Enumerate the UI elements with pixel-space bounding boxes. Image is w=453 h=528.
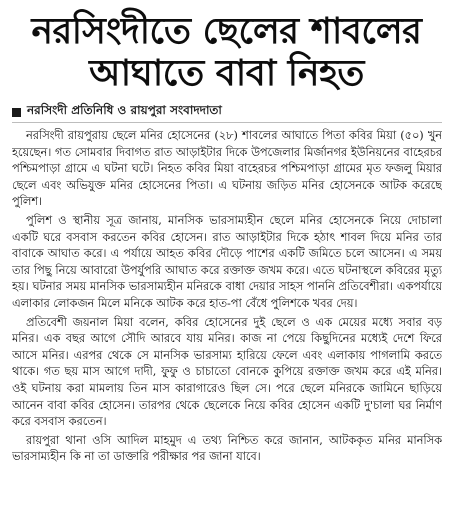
- paragraph-4: রায়পুরা থানা ওসি আদিল মাহমুদ এ তথ্য নিশ্চিত করে জানান, আটককৃত মনির মানসিক ভারসাম্যহীন কি না তা ডাক্তারি পরীক্ষার পর জানা যাবে।: [12, 433, 442, 464]
- headline-line-1: নরসিংদীতে ছেলের শাবলের: [31, 11, 422, 52]
- divider: [12, 122, 442, 123]
- byline-text: নরসিংদী প্রতিনিধি ও রায়পুরা সংবাদদাতা: [27, 103, 222, 117]
- headline-line-2: আঘাতে বাবা নিহত: [89, 53, 364, 94]
- article-body: [12, 128, 442, 524]
- byline: [12, 103, 442, 121]
- paragraph-2: পুলিশ ও স্থানীয় সূত্র জানায়, মানসিক ভারসাম্যহীন ছেলে মনির হোসেনকে নিয়ে দোচালা একটি ঘরে বসবাস করতেন কবির হোসেন। রাত আড়াইটার দিকে হঠাৎ শাবল দিয়ে মনির তার বাবাকে আঘাত করে। এ পর্যায়ে আহত কবির দৌড়ে পাশের একটি জমিতে চলে আসেন। এ সময় তার পিছু নিয়ে আবারো উপর্যুপরি আঘাত করে রক্তাক্ত জখম করে। এতে ঘটনাস্থলে কবিরের মৃত্যু হয়। ঘটনার সময় মানসিক ভারসাম্যহীন মনিরকে বাধা দেয়ার সাহস পাননি প্রতিবেশীরা। একপর্যায়ে এলাকার লোকজন মিলে মনিকে আটক করে হাত-পা বেঁধে পুলিশকে খবর দেয়।: [12, 213, 442, 310]
- paragraph-3: প্রতিবেশী জয়নাল মিয়া বলেন, কবির হোসেনের দুই ছেলে ও এক মেয়ের মধ্যে সবার বড় মনির। এক বছর আগে সৌদি আরবে যায় মনির। কাজ না পেয়ে কিছুদিনের মধ্যেই দেশে ফিরে আসে মনির। এরপর থেকে সে মানসিক ভারসাম্য হারিয়ে ফেলে এবং এলাকায় পাগলামি করতে থাকে। গত ছয় মাস আগে দাদী, ফুফু ও চাচাতো বোনকে কুপিয়ে রক্তাক্ত জখম করে এই মনির। ওই ঘটনায় করা মামলায় তিন মাস কারাগারেও ছিল সে। পরে ছেলে মনিরকে জামিনে ছাড়িয়ে আনেন বাবা কবির হোসেন। তারপর থেকে ছেলেকে নিয়ে কবির হোসেন একটি দু'চালা ঘর নির্মাণ করে বসবাস করতেন।: [12, 315, 442, 429]
- square-bullet-icon: [12, 108, 21, 117]
- paragraph-1: নরসিংদী রায়পুরায় ছেলে মনির হোসেনের (২৮) শাবলের আঘাতে পিতা কবির মিয়া (৫০) খুন হয়েছেন। গত সোমবার দিবাগত রাত আড়াইটার দিকে উপজেলার মির্জানগর ইউনিয়নের বাহেরচর পশ্চিমপাড়া গ্রামে এ ঘটনা ঘটে। নিহত কবির মিয়া বাহেরচর পশ্চিমপাড়া গ্রামের মৃত ফজলু মিয়ার ছেলে এবং অভিযুক্ত মনির হোসেনের পিতা। এ ঘটনায় জড়িত মনির হোসেনকে আটক করেছে পুলিশ।: [12, 129, 442, 209]
